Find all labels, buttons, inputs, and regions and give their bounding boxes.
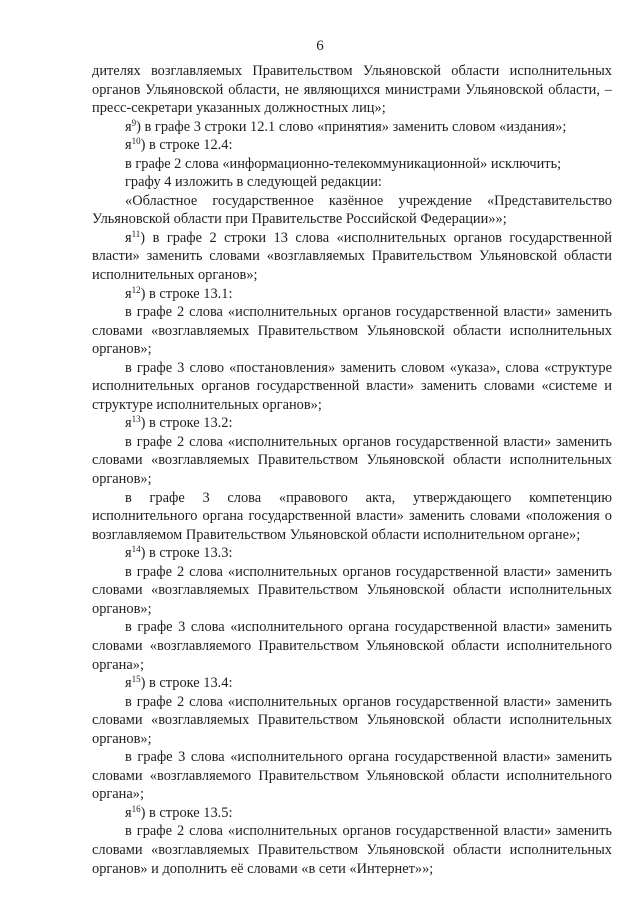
paragraph-item-15: $я^{15}$) в строке 13.4: (125, 674, 233, 692)
paragraph: в графе 3 слова «правового акта, утверждающего компетенцию исполнительного органа государственной власти» заменить словами «положения о возглавляемом Правительством Ульяновской области исполнительном органе»; (92, 489, 612, 543)
paragraph: в графе 2 слова «исполнительных органов государственной власти» заменить словами «возглавляемых Правительством Ульяновской области исполнительных органов»; (92, 433, 612, 488)
footnote-superscript: 13 (131, 414, 141, 425)
paragraph-item-9: $я^9$) в графе 3 строки 12.1 слово «принятия» заменить словом «издания»; (125, 117, 567, 135)
paragraph: в графе 3 слово «постановления» заменить словом «указа», слова «структуре исполнительных органов государственной власти» заменить словами «системе и структуре исполнительных органов»; (92, 359, 612, 413)
paragraph: в графе 2 слова «исполнительных органов государственной власти» заменить словами «возглавляемых Правительством Ульяновской области исполнительных органов» и дополнить её словами «в сети «Интернет»»; (92, 823, 612, 877)
paragraph: в графе 2 слова «исполнительных органов государственной власти» заменить словами «возглавляемых Правительством Ульяновской области исполнительных органов»; (92, 563, 612, 617)
paragraph-item-16: $я^{16}$) в строке 13.5: (125, 803, 233, 821)
paragraph: в графе 3 слова «исполнительного органа государственной власти» заменить словами «возглавляемого Правительством Ульяновской области исполнительного органа»; (92, 749, 612, 803)
footnote-superscript: 9 (131, 117, 137, 128)
footnote-superscript: 11 (131, 228, 141, 239)
paragraph-item-14: $я^{14}$) в строке 13.3: (125, 544, 233, 562)
footnote-superscript: 14 (131, 544, 141, 555)
paragraph-item-10: $я^{10}$) в строке 12.4: (125, 136, 233, 154)
footnote-superscript: 10 (131, 136, 141, 147)
paragraph: графу 4 изложить в следующей редакции: (125, 174, 382, 191)
paragraph-item-13: $я^{13}$) в строке 13.2: (125, 414, 233, 432)
paragraph: в графе 3 слова «исполнительного органа государственной власти» заменить словами «возглавляемого Правительством Ульяновской области исполнительного органа»; (92, 619, 612, 673)
paragraph-item-11: $я^{11}$) в графе 2 строки 13 слова «исполнительных органов государственной власти» заменить словами «возглавляемых Правительством Ульяновской области исполнительных органов»; (92, 228, 612, 284)
paragraph: в графе 2 слова «исполнительных органов государственной власти» заменить словами «возглавляемых Правительством Ульяновской области исполнительных органов»; (92, 693, 612, 747)
paragraph: в графе 2 слова «информационно-телекоммуникационной» исключить; (125, 155, 562, 172)
footnote-superscript: 16 (131, 803, 141, 814)
document-body (92, 62, 612, 878)
paragraph: дителях возглавляемых Правительством Ульяновской области исполнительных органов Ульяновской области, не являющихся министрами Ульяновской области, – пресс-секретари указанных должностных лиц»; (92, 63, 612, 117)
paragraph: «Областное государственное казённое учреждение «Представительство Ульяновской области при Правительстве Российской Федерации»»; (92, 192, 612, 228)
paragraph-item-12: $я^{12}$) в строке 13.1: (125, 284, 233, 302)
footnote-superscript: 12 (131, 284, 141, 295)
paragraph: в графе 2 слова «исполнительных органов государственной власти» заменить словами «возглавляемых Правительством Ульяновской области исполнительных органов»; (92, 304, 612, 358)
footnote-superscript: 15 (131, 674, 141, 685)
page-number: 6 (316, 38, 324, 54)
